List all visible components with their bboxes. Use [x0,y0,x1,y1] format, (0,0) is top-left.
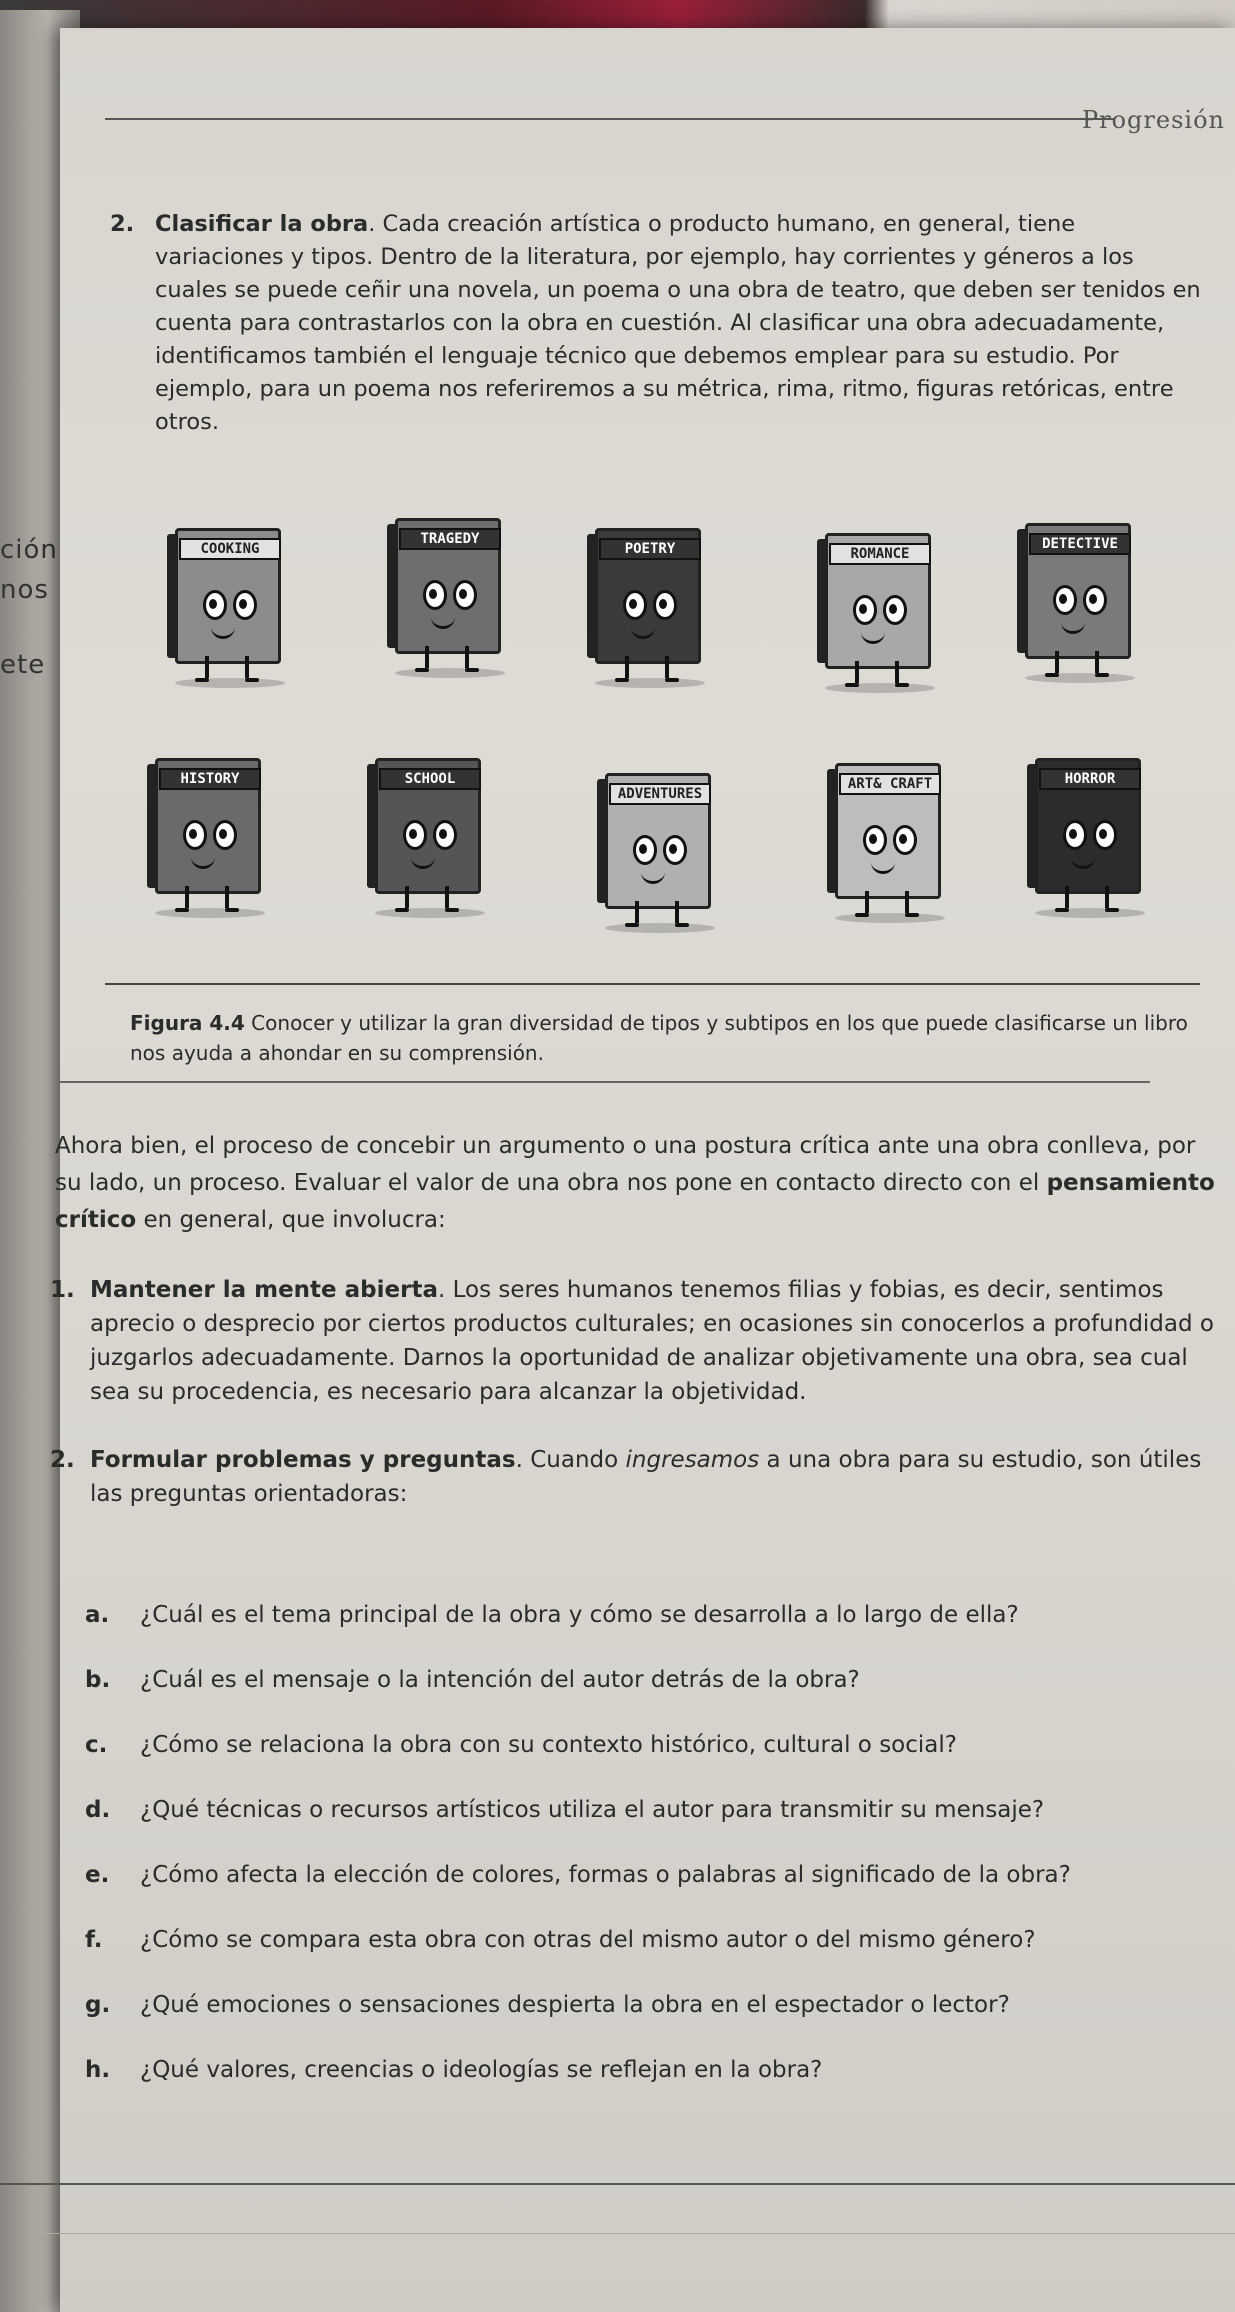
book-character [1015,523,1135,673]
question-item [85,2053,1215,2118]
question-text: ¿Qué emociones o sensaciones despierta la obra en el espectador o lector? [140,1992,1010,2018]
question-item [85,1663,1215,1728]
book-label: COOKING [179,538,281,560]
book-label: HORROR [1039,768,1141,790]
question-text: ¿Cuál es el mensaje o la intención del autor detrás de la obra? [140,1667,860,1693]
list-item [50,1273,1220,1409]
book-label: DETECTIVE [1029,533,1131,555]
question-item [85,1728,1215,1793]
question-text: ¿Qué técnicas o recursos artísticos utiliza el autor para transmitir su mensaje? [140,1797,1045,1823]
para-text-end: en general, que involucra: [136,1207,446,1233]
left-page-fragment: ete [0,650,46,680]
para-text: Ahora bien, el proceso de concebir un argumento o una postura crítica ante una obra conlleva, por su lado, un proceso. Evaluar el valor de una obra nos pone en contacto directo con el [55,1133,1196,1196]
guiding-questions [85,1598,1215,2118]
question-item [85,1988,1215,2053]
left-page-fragment: ción [0,535,58,565]
list-heading: Mantener la mente abierta [90,1277,438,1303]
figure-rule [105,983,1200,985]
question-letter: d. [85,1797,111,1823]
question-letter: e. [85,1862,110,1888]
book-label: ROMANCE [829,543,931,565]
list-number: 1. [50,1277,75,1303]
book-label: SCHOOL [379,768,481,790]
question-item [85,1598,1215,1663]
header-rule [105,118,1115,120]
figure-caption [130,1008,1200,1068]
book-label: ADVENTURES [609,783,711,805]
question-text: ¿Cómo afecta la elección de colores, formas o palabras al significado de la obra? [140,1862,1071,1888]
book-character [595,773,715,923]
list-body: . Los seres humanos tenemos filias y fobias, es decir, sentimos aprecio o desprecio por ciertos productos culturales; en ocasiones sin conocerlos a profundidad o juzgarlos adecuadamente. Darnos la oportunidad de analizar objetivamente una obra, sea cual sea su procedencia, es necesario para alcanzar la objetividad. [90,1277,1214,1405]
caption-label: Figura 4.4 [130,1011,245,1035]
question-letter: h. [85,2057,111,2083]
para-bold: pensamiento crítico [55,1170,1215,1233]
list-heading: Formular problemas y preguntas [90,1447,516,1473]
book-label: TRAGEDY [399,528,501,550]
book-character [1025,758,1145,908]
book-character [815,533,935,683]
book-page [50,28,1235,2312]
bottom-rule-light [40,2233,1235,2234]
item-body: . Cada creación artística o producto humano, en general, tiene variaciones y tipos. Dentro de la literatura, por ejemplo, hay corrientes y géneros a los cuales se puede ceñir una novela, un poema o una obra de teatro, que deben ser tenidos en cuenta para contrastarlos con la obra en cuestión. Al clasificar una obra adecuadamente, identificamos también el lenguaje técnico que debemos emplear para su estudio. Por ejemplo, para un poema nos referiremos a su métrica, rima, ritmo, figuras retóricas, entre otros. [155,211,1201,435]
question-letter: g. [85,1992,111,2018]
item-number: 2. [110,211,135,237]
question-item [85,1858,1215,1923]
list-body-end: a una obra para su estudio, son útiles las preguntas orientadoras: [90,1447,1202,1507]
book-label: HISTORY [159,768,261,790]
book-illustrations [125,498,1175,958]
book-character [165,528,285,678]
question-item [85,1923,1215,1988]
question-text: ¿Cómo se compara esta obra con otras del mismo autor o del mismo género? [140,1927,1036,1953]
list-number: 2. [50,1447,75,1473]
item-text [155,208,1205,439]
caption-text: Conocer y utilizar la gran diversidad de tipos y subtipos en los que puede clasificarse un libro nos ayuda a ahondar en su comprensión. [130,1011,1188,1065]
book-label: ART& CRAFT [839,773,941,795]
item-heading: Clasificar la obra [155,211,369,237]
item-clasificar-la-obra [110,208,1205,439]
caption-rule [60,1081,1150,1083]
book-character [825,763,945,913]
list-body: . Cuando [515,1447,626,1473]
question-text: ¿Cuál es el tema principal de la obra y cómo se desarrolla a lo largo de ella? [140,1602,1019,1628]
list-item [50,1443,1220,1511]
critical-thinking-list [50,1273,1220,1545]
question-text: ¿Cómo se relaciona la obra con su contexto histórico, cultural o social? [140,1732,957,1758]
book-character [385,518,505,668]
question-letter: f. [85,1927,103,1953]
question-letter: a. [85,1602,110,1628]
bottom-rule [0,2183,1235,2185]
book-character [365,758,485,908]
page-header-title: Progresión [1081,106,1225,134]
left-page-fragment: nos [0,575,49,605]
question-letter: c. [85,1732,108,1758]
list-body-italic: ingresamos [625,1447,760,1473]
question-letter: b. [85,1667,111,1693]
book-character [145,758,265,908]
book-label: POETRY [599,538,701,560]
book-character [585,528,705,678]
question-item [85,1793,1215,1858]
critical-thinking-paragraph [55,1128,1215,1239]
question-text: ¿Qué valores, creencias o ideologías se reflejan en la obra? [140,2057,823,2083]
